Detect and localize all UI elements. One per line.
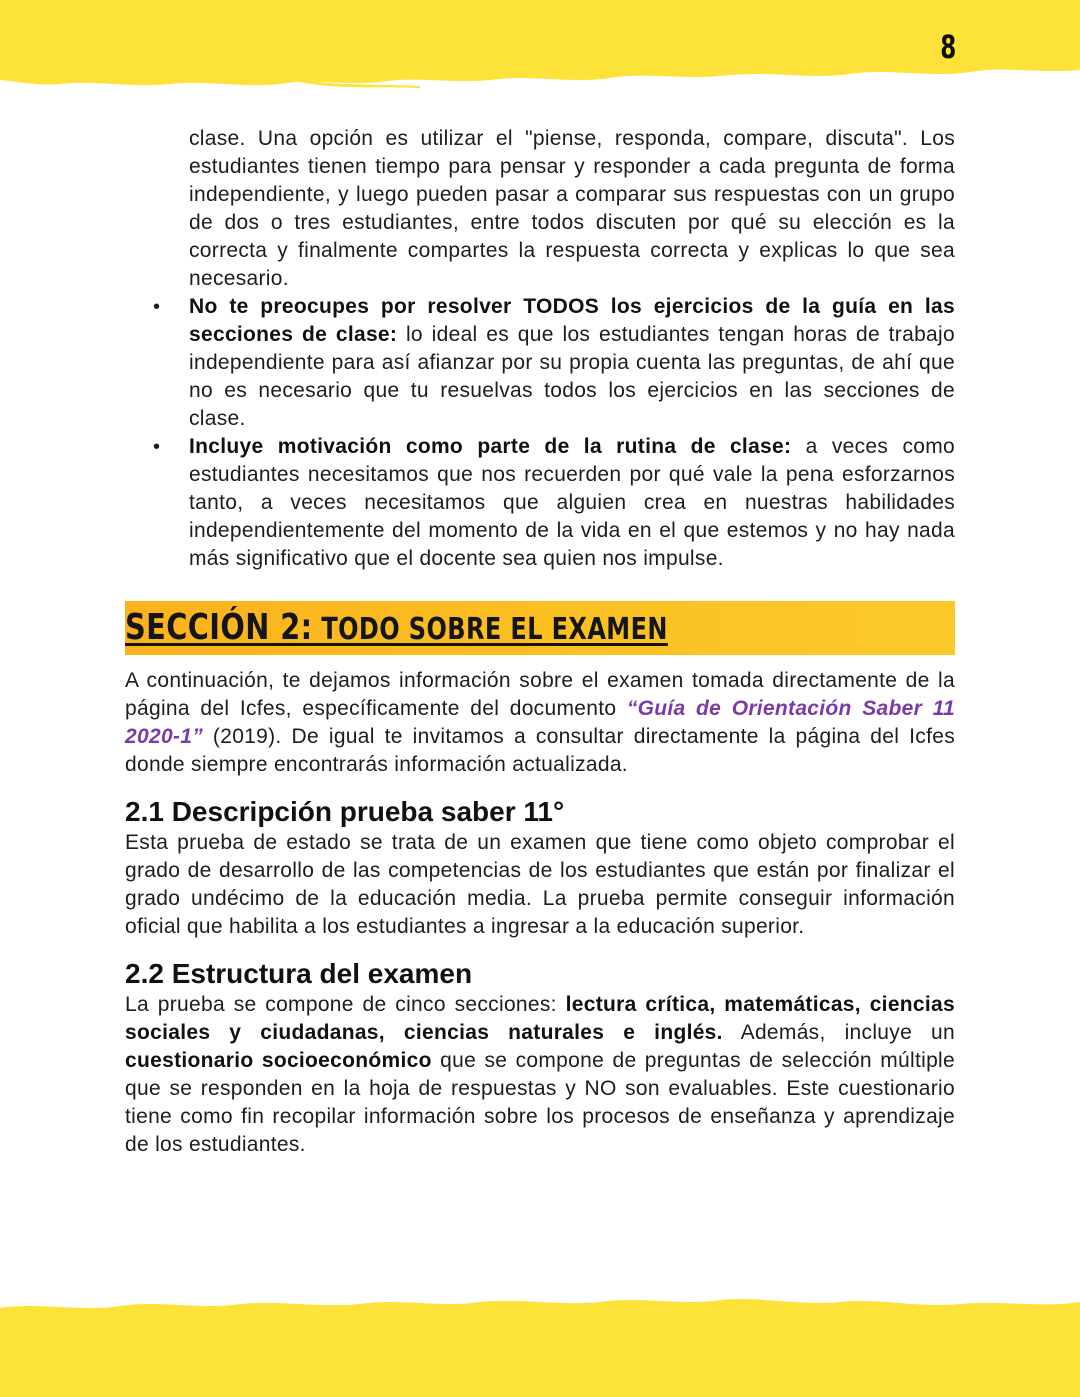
structure-part3: que se compone de preguntas de selección múltiple que se responden en la hoja de respuestas y NO son evaluables. Este cuestionario tiene como fin recopilar información sobre los procesos de enseñanza y aprendizaje de los estudiantes. <box>125 1049 956 1156</box>
list-item-text: a veces como estudiantes necesitamos que nos recuerden por qué vale la pena esforzarnos tanto, a veces necesitamos que alguien crea en nuestras habilidades independientemente del momento de la vida en el que estemos y no hay nada más significativo que el docente sea quien nos impulse. <box>189 435 955 570</box>
structure-sections-bold: lectura crítica, matemáticas, ciencias sociales y ciudadanas, ciencias naturales e inglés. <box>125 993 955 1044</box>
section-title-rest: TODO SOBRE EL EXAMEN <box>312 612 668 647</box>
bullet-icon: • <box>153 436 161 458</box>
structure-questionnaire-bold: cuestionario socioeconómico <box>125 1049 432 1072</box>
page-content <box>125 125 955 1159</box>
bullet-icon: • <box>153 296 161 318</box>
list-item <box>125 293 955 433</box>
bottom-yellow-band <box>0 1294 1080 1397</box>
list-item-text: lo ideal es que los estudiantes tengan horas de trabajo independiente para así afianzar por su propia cuenta las preguntas, de ahí que no es necesario que tu resuelvas todos los ejercicios en las secciones de clase. <box>189 323 955 430</box>
section-title <box>125 607 668 648</box>
list-item-bold: Incluye motivación como parte de la rutina de clase: <box>189 435 792 458</box>
section-intro-part1: A continuación, te dejamos información sobre el examen tomada directamente de la página del Icfes, específicamente del documento <box>125 669 955 720</box>
section-title-main: SECCIÓN 2: <box>125 607 313 648</box>
tips-list <box>125 293 955 573</box>
subsection-text-2-1: Esta prueba de estado se trata de un examen que tiene como objeto comprobar el grado de desarrollo de las competencias de los estudiantes que están por finalizar el grado undécimo de la educación media. La prueba permite conseguir información oficial que habilita a los estudiantes a ingresar a la educación superior. <box>125 831 955 938</box>
list-item <box>125 433 955 573</box>
top-yellow-band <box>0 0 1080 96</box>
page-number: 8 <box>939 28 956 66</box>
list-item-bold: No te preocupes por resolver TODOS los ejercicios de la guía en las secciones de clase: <box>189 295 955 346</box>
subsection-text-2-2 <box>125 991 955 1159</box>
section-intro-part2: (2019). De igual te invitamos a consultar directamente la página del Icfes donde siempre encontrarás información actualizada. <box>125 725 955 776</box>
subsection-heading-2-2: 2.2 Estructura del examen <box>125 958 473 989</box>
section-banner <box>125 601 955 655</box>
structure-part2: Además, incluye un <box>722 1021 955 1044</box>
section-intro <box>125 667 955 779</box>
structure-part1: La prueba se compone de cinco secciones: <box>125 993 566 1016</box>
guide-reference: “Guía de Orientación Saber 11 2020-1” <box>125 697 955 748</box>
subsection-heading-2-1: 2.1 Descripción prueba saber 11° <box>125 796 565 827</box>
continued-paragraph: clase. Una opción es utilizar el "piense, responda, compare, discuta". Los estudiantes tienen tiempo para pensar y responder a cada pregunta de forma independiente, y luego pueden pasar a comparar sus respuestas con un grupo de dos o tres estudiantes, entre todos discuten por qué su elección es la correcta y finalmente compartes la respuesta correcta y explicas lo que sea necesario. <box>189 127 955 290</box>
